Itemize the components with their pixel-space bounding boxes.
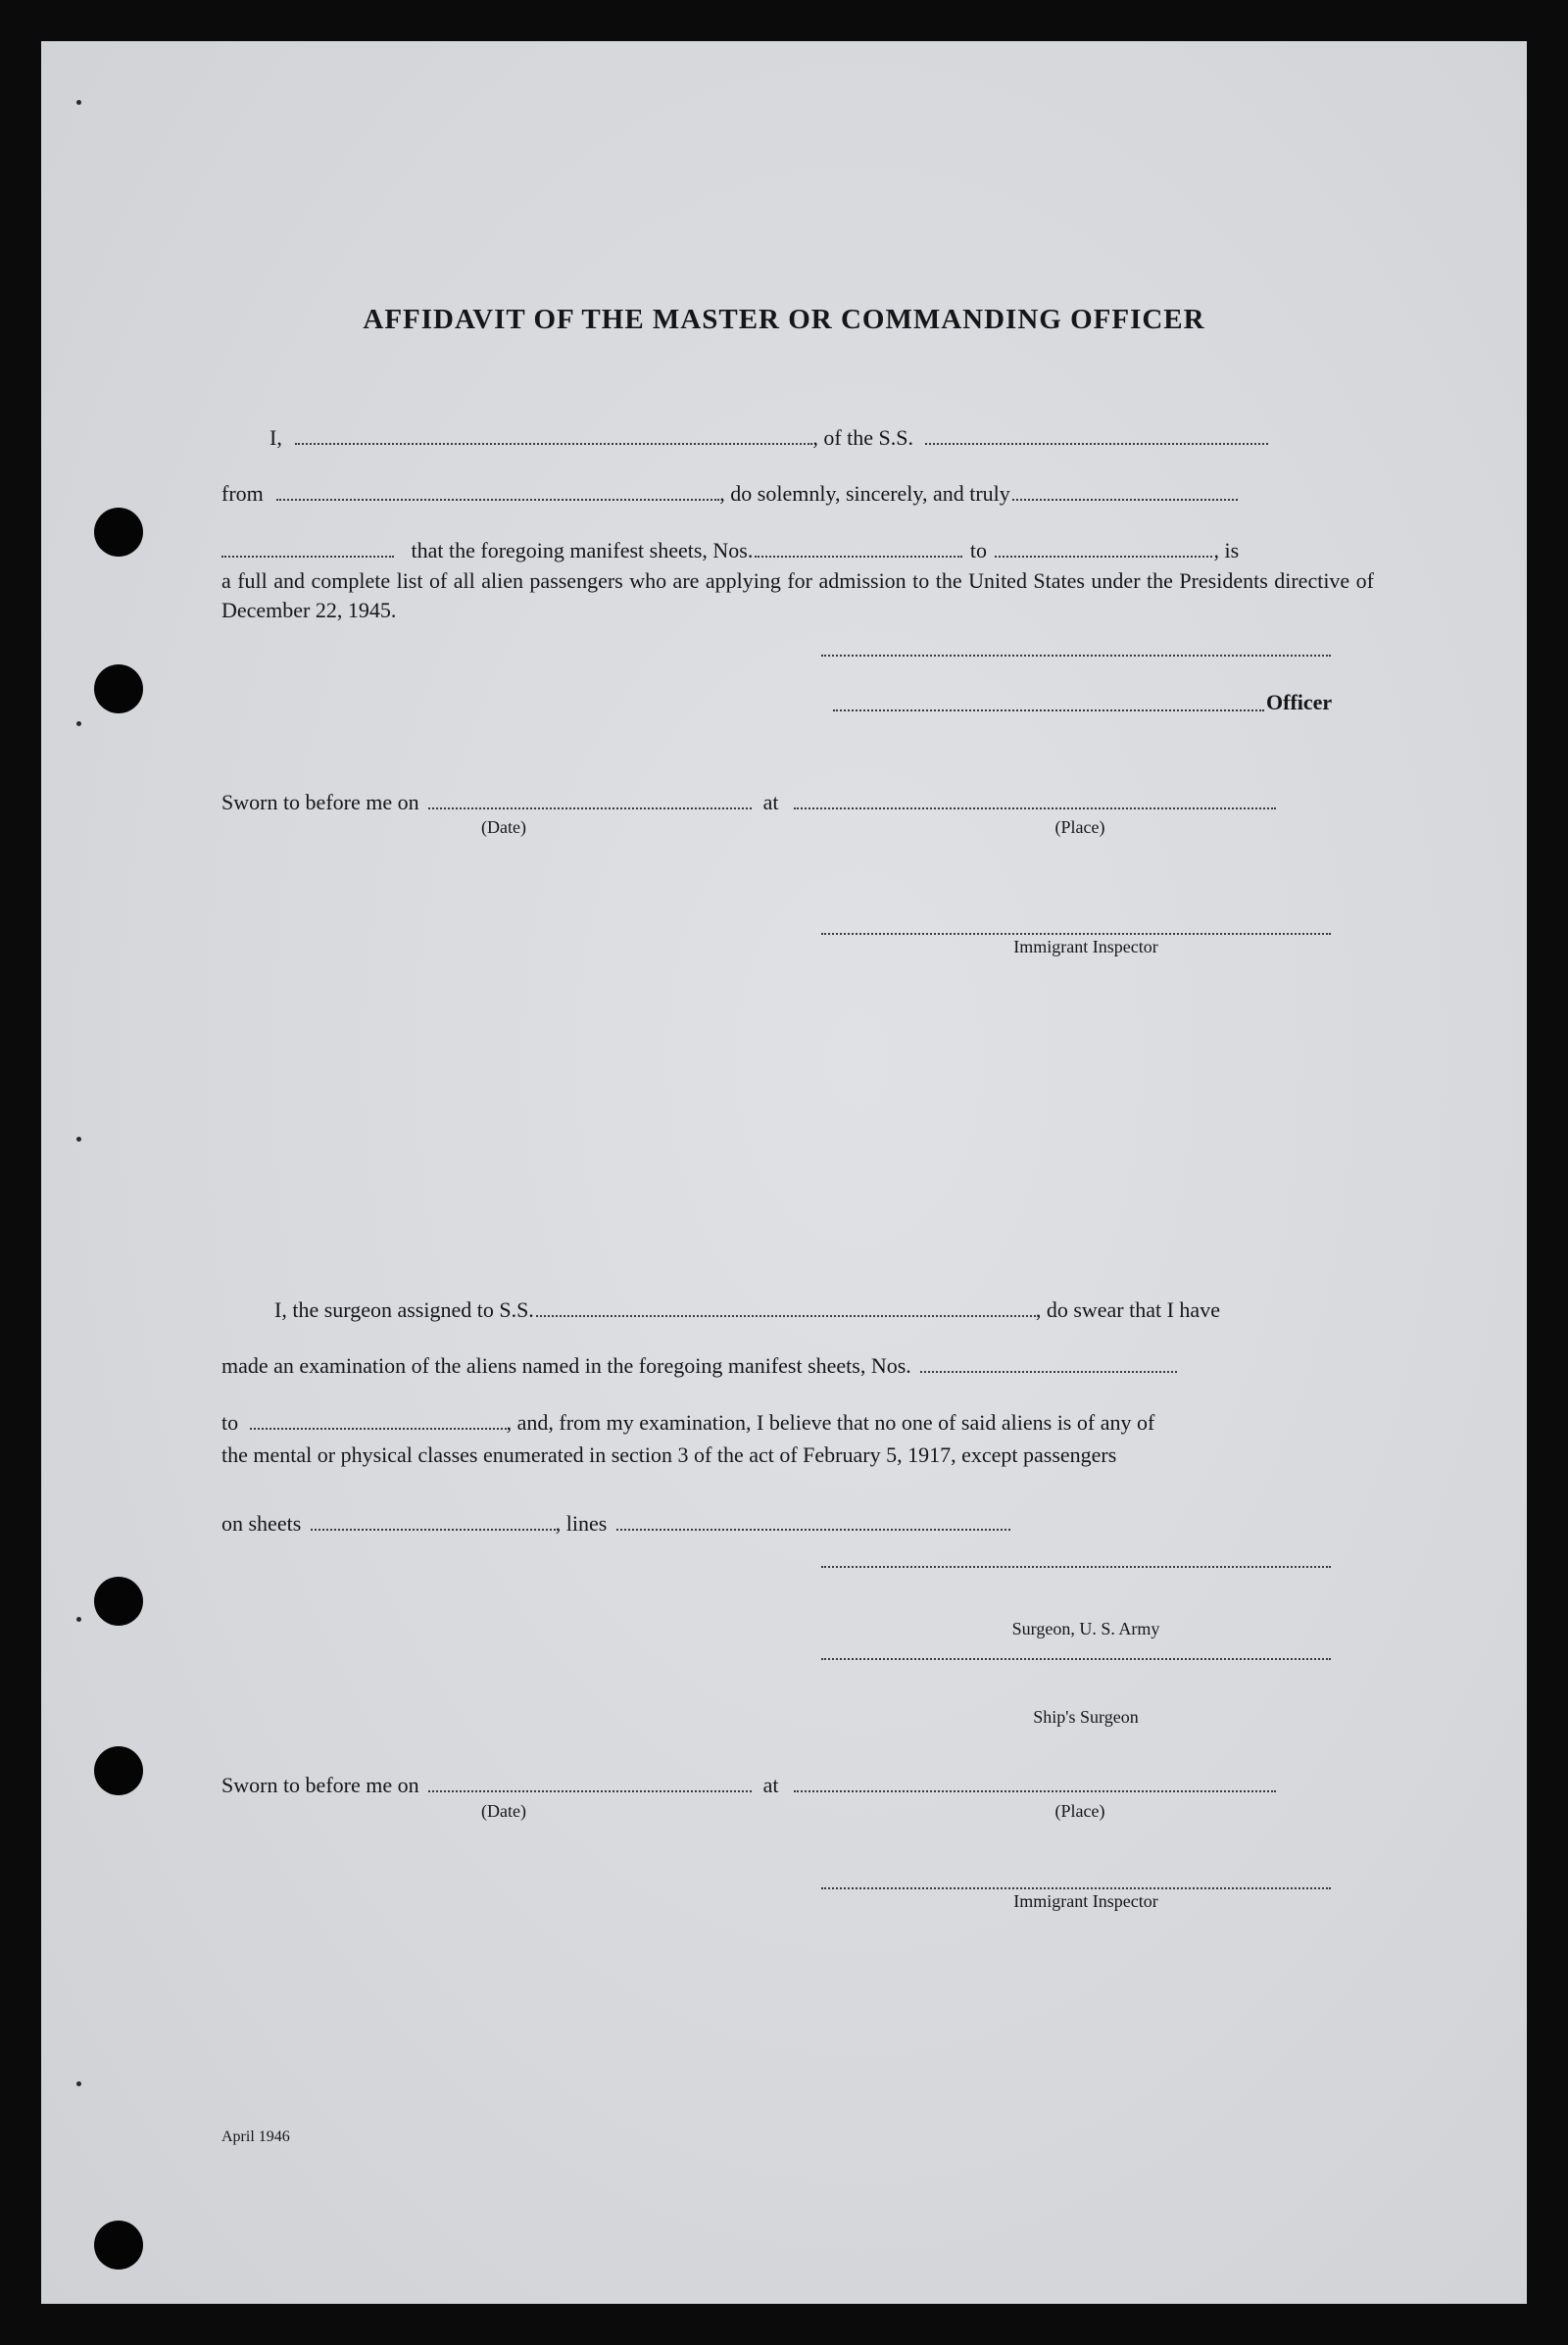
surgeon-at-label: at: [762, 1773, 779, 1797]
officer-signature-line-2[interactable]: [833, 709, 1264, 711]
punch-hole: [94, 2221, 143, 2270]
surgeon-place-caption: (Place): [1054, 1801, 1105, 1821]
is-label: , is: [1213, 538, 1240, 562]
ship-name-field[interactable]: [925, 425, 1268, 445]
sworn-place-field[interactable]: [794, 790, 1276, 809]
ship-surgeon-caption: Ship's Surgeon: [1033, 1707, 1139, 1727]
punch-hole: [94, 508, 143, 557]
surgeon-inspector-signature-line[interactable]: [821, 1887, 1331, 1889]
surgeon-sheet-from-field[interactable]: [920, 1353, 1177, 1373]
swear-label: , do swear that I have: [1035, 1297, 1220, 1322]
examination-belief-label: , and, from my examination, I believe that no one of said aliens is of any of: [506, 1410, 1155, 1435]
punch-hole: [94, 664, 143, 713]
officer-signature-line-1[interactable]: [821, 655, 1331, 657]
surgeon-to-label: to: [221, 1410, 239, 1435]
place-caption: (Place): [1054, 817, 1105, 837]
master-line-1: [270, 423, 1268, 453]
surgeon-sworn-label: Sworn to before me on: [221, 1773, 419, 1797]
margin-speck: [76, 721, 81, 726]
oath-continue-field[interactable]: [221, 538, 394, 558]
surgeon-intro-label: I, the surgeon assigned to S.S.: [274, 1297, 534, 1322]
surgeon-line-4: the mental or physical classes enumerated in section 3 of the act of February 5, 1917, except passengers: [221, 1442, 1117, 1467]
master-line-3: [221, 536, 1239, 565]
from-label: from: [221, 481, 264, 506]
manifest-label: that the foregoing manifest sheets, Nos.: [411, 538, 754, 562]
surgeon-line-5: [221, 1509, 1010, 1539]
army-surgeon-caption: Surgeon, U. S. Army: [1011, 1619, 1160, 1638]
date-caption: (Date): [481, 817, 526, 837]
surgeon-line-2: [221, 1351, 1177, 1381]
name-field[interactable]: [295, 425, 812, 445]
surgeon-date-caption: (Date): [481, 1801, 526, 1821]
master-sworn-line: [221, 788, 1276, 817]
ship-surgeon-signature-line[interactable]: [821, 1658, 1331, 1660]
surgeon-sworn-line: [221, 1771, 1276, 1800]
lines-label: , lines: [555, 1511, 608, 1536]
margin-speck: [76, 2081, 81, 2086]
at-label: at: [762, 790, 779, 814]
master-line-2: [221, 479, 1238, 509]
solemnly-label: , do solemnly, sincerely, and truly: [719, 481, 1010, 506]
sworn-date-field[interactable]: [428, 790, 752, 809]
exception-sheets-field[interactable]: [311, 1511, 556, 1531]
officer-label: Officer: [1266, 690, 1333, 714]
port-field[interactable]: [276, 481, 719, 501]
margin-speck: [76, 100, 81, 105]
surgeon-sworn-date-field[interactable]: [428, 1773, 752, 1792]
inspector-signature-line[interactable]: [821, 933, 1331, 935]
to-label: to: [969, 538, 987, 562]
surgeon-inspector-caption: Immigrant Inspector: [1013, 1891, 1158, 1911]
form-date: April 1946: [221, 2128, 290, 2145]
surgeon-line-1: [274, 1295, 1220, 1325]
ss-label: , of the S.S.: [812, 425, 914, 450]
oath-field[interactable]: [1012, 481, 1238, 501]
exception-lines-field[interactable]: [616, 1511, 1010, 1531]
punch-hole: [94, 1746, 143, 1795]
inspector-caption: Immigrant Inspector: [1013, 937, 1158, 956]
surgeon-sworn-place-field[interactable]: [794, 1773, 1276, 1792]
surgeon-line-3: [221, 1408, 1154, 1438]
punch-hole: [94, 1577, 143, 1626]
sworn-label: Sworn to before me on: [221, 790, 419, 814]
master-paragraph: a full and complete list of all alien passengers who are applying for admission to the United States under the Presidents directive of December 22, 1945.: [221, 568, 1374, 622]
master-i-label: I,: [270, 425, 282, 450]
surgeon-sheet-to-field[interactable]: [250, 1410, 507, 1430]
surgeon-ship-field[interactable]: [536, 1297, 1036, 1317]
margin-speck: [76, 1137, 81, 1142]
army-surgeon-signature-line[interactable]: [821, 1566, 1331, 1568]
sheet-to-field[interactable]: [995, 538, 1212, 558]
margin-speck: [76, 1617, 81, 1622]
sheets-label: on sheets: [221, 1511, 302, 1536]
examination-label: made an examination of the aliens named in the foregoing manifest sheets, Nos.: [221, 1353, 911, 1378]
page-title: AFFIDAVIT OF THE MASTER OR COMMANDING OFFICER: [363, 304, 1205, 335]
affidavit-page: [41, 41, 1527, 2304]
sheet-from-field[interactable]: [755, 538, 962, 558]
